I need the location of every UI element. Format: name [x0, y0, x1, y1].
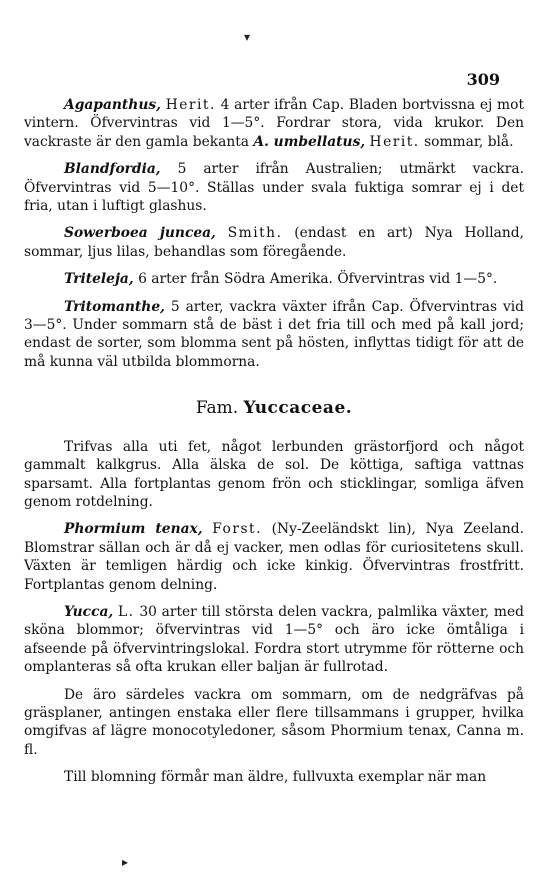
- family-intro: [24, 438, 524, 512]
- entry-agapanthus: [24, 96, 524, 151]
- page-body: [24, 96, 524, 796]
- entry-triteleja: [24, 270, 524, 288]
- genus-name: Yucca,: [64, 603, 114, 620]
- entry-text: Trifvas alla uti fet, något lerbunden grästorfjord och något gammalt kalkgrus. Alla älska de sol. De köttiga, saftiga vattnas sparsamt. Alla fortplantas genom frön och sticklingar, somliga äfven genom rotdelning.: [24, 438, 524, 510]
- paragraph-summer: [24, 686, 524, 760]
- entry-sowerboea: [24, 224, 524, 261]
- page-number: 309: [466, 70, 500, 89]
- species-name: A. umbellatus,: [253, 133, 366, 150]
- entry-text: 6 arter från Södra Amerika. Öfvervintras vid 1—5°.: [138, 271, 498, 288]
- genus-name: Agapanthus,: [64, 97, 161, 113]
- entry-phormium: [24, 520, 524, 594]
- ink-speck: ▸: [122, 855, 129, 869]
- entry-text: 5 arter, vackra växter ifrån Cap. Öfvervintras vid 3—5°. Under sommarn stå de bäst i det fria till och med på kall jord; endast de sorter, som blomma sent på hösten, inflyttas tidigt för att de må kunna väl utbilda blommorna.: [24, 298, 525, 370]
- entry-text: De äro särdeles vackra om sommarn, om de nedgräfvas på gräsplaner, antingen enstaka eller flere tillsammans i grupper, hvilka omgifvas af lägre monocotyledoner, såsom Phormium tenax, Canna m. fl.: [24, 686, 524, 758]
- author-abbrev: Forst.: [212, 521, 262, 538]
- author-abbrev: L.: [118, 603, 135, 620]
- author-abbrev: Herit.: [165, 97, 216, 113]
- entry-text: (Ny-Zeeländskt lin), Nya Zeeland. Blomstrar sällan och är då ej vacker, men odlas för curiositetens skull. Växten är temligen härdig och icke kinkig. Öfvervintras frostfritt. Fortplantas genom delning.: [24, 521, 524, 593]
- genus-name: Sowerboea juncea,: [64, 225, 216, 242]
- entry-text: Till blomning förmår man äldre, fullvuxta exemplar när man: [64, 769, 487, 786]
- family-heading: [24, 399, 524, 417]
- entry-text: 5 arter ifrån Australien; utmärkt vackra. Öfvervintras vid 5—10°. Ställas under svala fuktiga somrar ej i det fria, utan i luftigt glashus.: [24, 161, 524, 215]
- entry-blandfordia: [24, 160, 524, 215]
- entry-text: 30 arter till största delen vackra, palmlika växter, med sköna blommor; öfvervintras vid 1—5° och äro icke ömtåliga i afseende på öfvervintringslokal. Fordra stort utrymme för rötterne och omplanteras så ofta krukan eller baljan är fullrotad.: [24, 603, 525, 676]
- author-abbrev: Smith.: [227, 225, 283, 242]
- genus-name: Blandfordia,: [64, 161, 161, 178]
- ink-speck: ▾: [244, 30, 251, 44]
- entry-text-2: sommar, blå.: [424, 133, 514, 150]
- entry-text: (endast en art) Nya Holland, sommar, ljus lilas, behandlas som föregående.: [24, 225, 525, 260]
- family-name: Yuccaceae.: [243, 398, 353, 419]
- genus-name: Tritomanthe,: [64, 298, 165, 315]
- author-abbrev-2: Herit.: [369, 133, 420, 150]
- entry-yucca: [24, 603, 524, 677]
- paragraph-flowering: [24, 768, 524, 786]
- entry-tritomanthe: [24, 298, 524, 372]
- genus-name: Triteleja,: [64, 271, 134, 288]
- genus-name: Phormium tenax,: [64, 521, 203, 538]
- entry-text: 4 arter ifrån Cap. Bladen bortvissna ej mot vintern. Öfvervintras vid 1—5°. Fordrar stora, vida krukor. Den vackraste är den gamla bekanta: [24, 97, 524, 150]
- family-prefix: Fam.: [195, 398, 239, 419]
